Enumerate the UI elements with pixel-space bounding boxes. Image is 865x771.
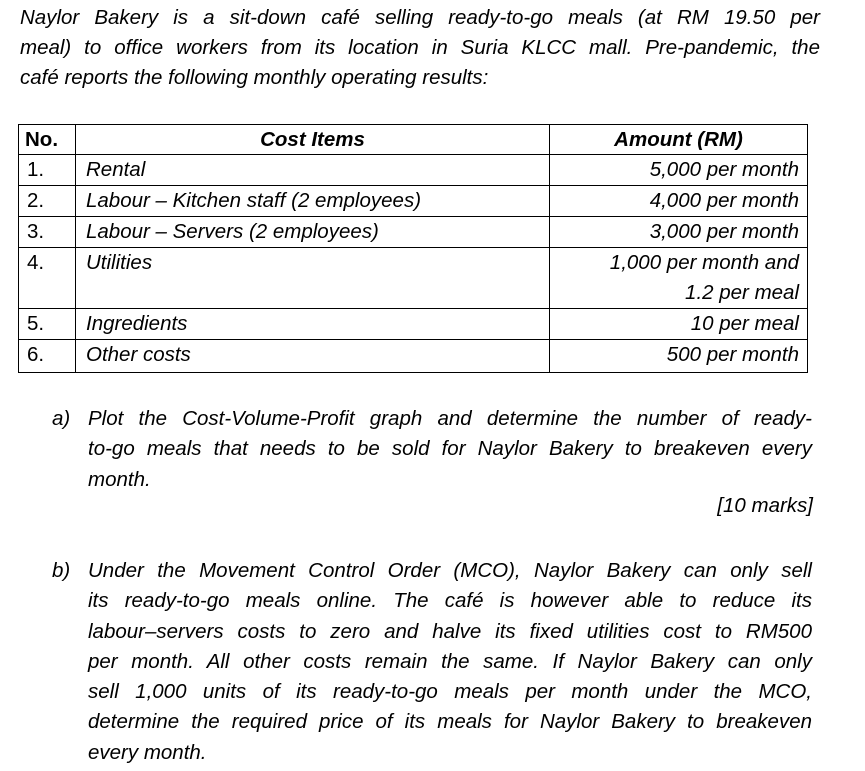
cost-table bbox=[18, 124, 808, 373]
question-label: a) bbox=[52, 407, 71, 430]
question-line: Plot the Cost-Volume-Profit graph and determine the number of ready- bbox=[88, 407, 812, 430]
row-item: Other costs bbox=[76, 340, 550, 373]
question-line: its ready-to-go meals online. The café is however able to reduce its bbox=[88, 589, 812, 613]
intro-paragraph bbox=[20, 3, 820, 93]
row-item: Ingredients bbox=[76, 309, 550, 340]
row-amount: 500 per month bbox=[550, 340, 808, 373]
intro-line: meal) to office workers from its location in Suria KLCC mall. Pre-pandemic, the bbox=[20, 36, 820, 59]
row-item: Labour – Kitchen staff (2 employees) bbox=[76, 186, 550, 217]
table-row bbox=[19, 248, 808, 309]
row-no: 4. bbox=[19, 248, 76, 309]
row-amount: 3,000 per month bbox=[550, 217, 808, 248]
question-line: to-go meals that needs to be sold for Naylor Bakery to breakeven every bbox=[88, 437, 812, 461]
row-amount bbox=[550, 248, 808, 309]
marks-label: [10 marks] bbox=[717, 494, 813, 517]
row-item: Labour – Servers (2 employees) bbox=[76, 217, 550, 248]
question-label: b) bbox=[52, 559, 71, 582]
question-line: month. bbox=[88, 467, 151, 491]
question-line: labour–servers costs to zero and halve its fixed utilities cost to RM500 bbox=[88, 619, 812, 643]
question-line: Under the Movement Control Order (MCO), Naylor Bakery can only sell bbox=[88, 559, 812, 582]
table-row bbox=[19, 186, 808, 217]
table-row bbox=[19, 217, 808, 248]
question-line: every month. bbox=[88, 740, 207, 764]
question-text bbox=[88, 556, 812, 768]
row-no: 1. bbox=[19, 155, 76, 186]
row-no: 6. bbox=[19, 340, 76, 373]
intro-line: café reports the following monthly operating results: bbox=[20, 66, 489, 89]
table-row bbox=[19, 309, 808, 340]
row-amount-line: 1.2 per meal bbox=[685, 281, 799, 304]
row-amount: 10 per meal bbox=[550, 309, 808, 340]
question-line: per month. All other costs remain the same. If Naylor Bakery can only bbox=[88, 649, 812, 673]
row-amount-line: 1,000 per month and bbox=[609, 251, 799, 274]
row-amount: 5,000 per month bbox=[550, 155, 808, 186]
question-text bbox=[88, 404, 812, 495]
row-no: 3. bbox=[19, 217, 76, 248]
table-row bbox=[19, 340, 808, 373]
row-no: 5. bbox=[19, 309, 76, 340]
row-item: Rental bbox=[76, 155, 550, 186]
table-header-row bbox=[19, 125, 808, 155]
header-cost-items: Cost Items bbox=[76, 125, 550, 155]
question-line: determine the required price of its meals for Naylor Bakery to breakeven bbox=[88, 710, 812, 734]
header-amount: Amount (RM) bbox=[550, 125, 808, 155]
question-line: sell 1,000 units of its ready-to-go meals per month under the MCO, bbox=[88, 680, 812, 704]
row-amount: 4,000 per month bbox=[550, 186, 808, 217]
row-no: 2. bbox=[19, 186, 76, 217]
intro-line: Naylor Bakery is a sit-down café selling ready-to-go meals (at RM 19.50 per bbox=[20, 6, 820, 29]
row-item: Utilities bbox=[76, 248, 550, 309]
header-no: No. bbox=[19, 125, 76, 155]
table-row bbox=[19, 155, 808, 186]
